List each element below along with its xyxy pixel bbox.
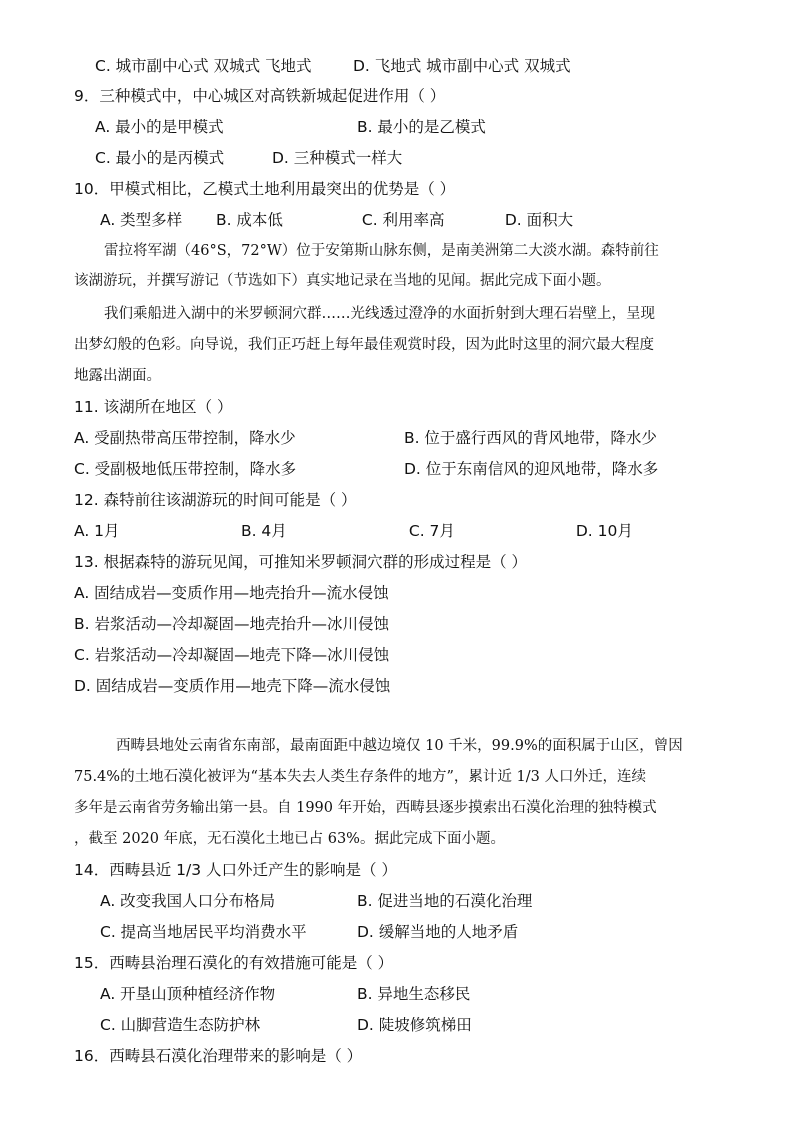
question-8-options [95,56,571,76]
q9-option-d: D. 三种模式一样大 [271,149,403,167]
q9-option-b: B. 最小的是乙模式 [356,118,486,136]
passage2-line: 75.4%的土地石漠化被评为“基本失去人类生存条件的地方”，累计近 1/3 人口外迁，连续 [74,769,646,785]
question-13-stem: 13. 根据森特的游玩见闻，可推知米罗顿洞穴群的形成过程是（ ） [74,553,528,571]
q12-option-c: C. 7月 [408,522,455,540]
question-10-options [100,210,573,230]
question-14-options-row2 [100,922,518,942]
question-9-stem: 9．三种模式中，中心城区对高铁新城起促进作用（ ） [74,87,446,105]
question-14-stem: 14．西畴县近 1/3 人口外迁产生的影响是（ ） [74,861,397,879]
question-12-stem: 12. 森特前往该湖游玩的时间可能是（ ） [74,491,357,509]
q13-option-a: A. 固结成岩—变质作用—地壳抬升—流水侵蚀 [74,584,389,602]
q13-option-d: D. 固结成岩—变质作用—地壳下降—流水侵蚀 [74,677,391,695]
question-11-options-row2 [74,459,658,479]
q13-option-b: B. 岩浆活动—冷却凝固—地壳抬升—冰川侵蚀 [74,615,389,633]
passage2-line: 西畴县地处云南省东南部，最南面距中越边境仅 10 千米，99.9%的面积属于山区，曾因 [116,738,683,754]
question-10-stem: 10．甲模式相比，乙模式土地利用最突出的优势是（ ） [74,180,456,198]
question-11-options-row1 [74,428,657,448]
q8-option-d: D. 飞地式 城市副中心式 双城式 [352,57,571,75]
passage1-line: 地露出湖面。 [74,368,161,384]
q10-option-a: A. 类型多样 [100,211,183,229]
q15-option-a: A. 开垦山顶种植经济作物 [100,985,276,1003]
question-14-options-row1 [100,891,532,911]
q11-option-a: A. 受副热带高压带控制，降水少 [74,429,296,447]
q14-option-d: D. 缓解当地的人地矛盾 [356,923,519,941]
q13-option-c: C. 岩浆活动—冷却凝固—地壳下降—冰川侵蚀 [74,646,390,664]
passage1-line: 雷拉将军湖（46°S，72°W）位于安第斯山脉东侧，是南美洲第二大淡水湖。森特前往 [104,243,659,259]
q12-option-b: B. 4月 [240,522,287,540]
question-12-options [74,521,633,541]
q12-option-a: A. 1月 [74,522,120,540]
q10-option-c: C. 利用率高 [361,211,445,229]
passage2-line: ，截至 2020 年底，无石漠化土地已占 63%。据此完成下面小题。 [74,831,505,847]
question-9-options-row2 [95,148,402,168]
passage1-line: 出梦幻般的色彩。向导说，我们正巧赶上每年最佳观赏时段，因为此时这里的洞穴最大程度 [74,337,654,353]
q15-option-d: D. 陡坡修筑梯田 [356,1016,472,1034]
question-15-stem: 15．西畴县治理石漠化的有效措施可能是（ ） [74,954,394,972]
question-9-options-row1 [95,117,486,137]
question-15-options-row1 [100,984,470,1004]
passage1-line: 我们乘船进入湖中的米罗顿洞穴群……光线透过澄净的水面折射到大理石岩壁上，呈现 [104,306,655,322]
q9-option-a: A. 最小的是甲模式 [95,118,224,136]
q15-option-c: C. 山脚营造生态防护林 [100,1016,261,1034]
q12-option-d: D. 10月 [575,522,633,540]
q8-option-c: C. 城市副中心式 双城式 飞地式 [95,57,312,75]
q15-option-b: B. 异地生态移民 [356,985,471,1003]
q11-option-b: B. 位于盛行西风的背风地带，降水少 [403,429,657,447]
q9-option-c: C. 最小的是丙模式 [95,149,225,167]
passage1-line: 该湖游玩，并撰写游记（节选如下）真实地记录在当地的见闻。据此完成下面小题。 [74,273,611,289]
passage2-line: 多年是云南省劳务输出第一县。自 1990 年开始，西畴县逐步摸索出石漠化治理的独特模式 [74,800,657,816]
q14-option-c: C. 提高当地居民平均消费水平 [100,923,307,941]
q11-option-c: C. 受副极地低压带控制，降水多 [74,460,297,478]
q10-option-b: B. 成本低 [215,211,283,229]
q14-option-b: B. 促进当地的石漠化治理 [356,892,533,910]
q10-option-d: D. 面积大 [504,211,574,229]
question-11-stem: 11. 该湖所在地区（ ） [74,398,233,416]
q11-option-d: D. 位于东南信风的迎风地带，降水多 [403,460,659,478]
question-15-options-row2 [100,1015,472,1035]
q14-option-a: A. 改变我国人口分布格局 [100,892,276,910]
question-16-stem: 16．西畴县石漠化治理带来的影响是（ ） [74,1047,363,1065]
